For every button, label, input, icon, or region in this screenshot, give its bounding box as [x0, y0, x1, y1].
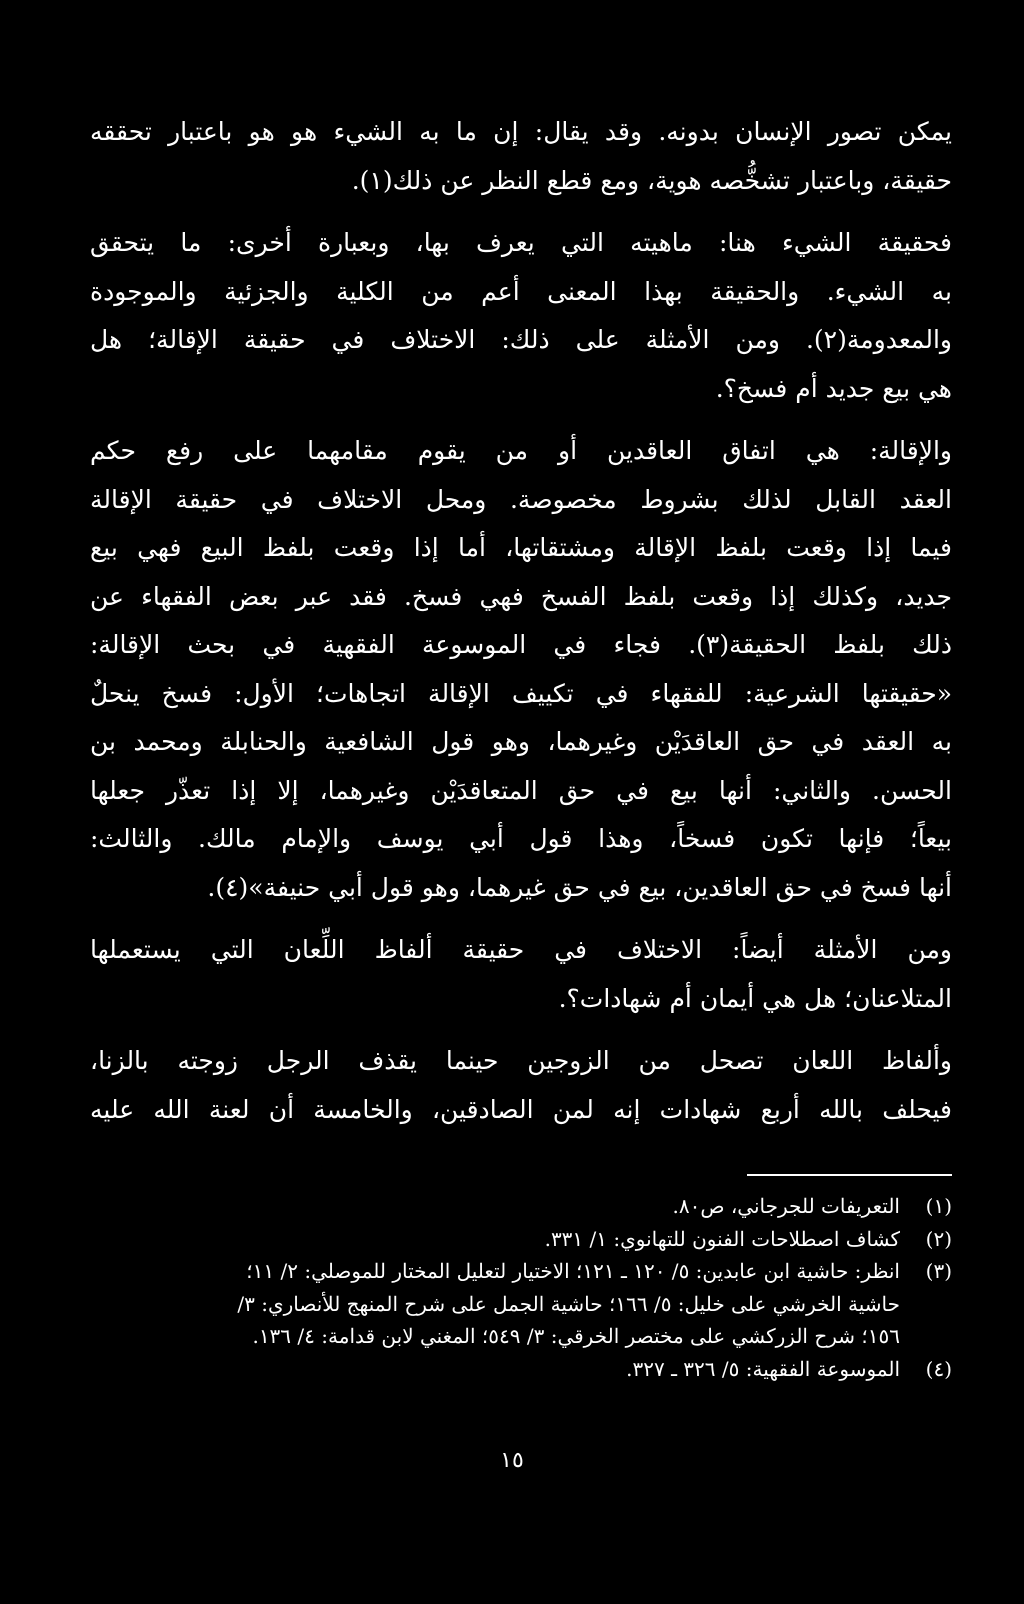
text-line: فيحلف بالله أربع شهادات إنه لمن الصادقين، والخامسة أن لعنة الله عليه: [90, 1094, 952, 1124]
text-line: يمكن تصور الإنسان بدونه. وقد يقال: إن ما به الشيء هو هو باعتبار تحققه: [90, 117, 952, 146]
text-line: [90, 157, 952, 206]
text-line: به الشيء. والحقيقة بهذا المعنى أعم من الكلية والجزئية والموجودة: [90, 276, 952, 306]
text-line: وألفاظ اللعان تصحل من الزوجين حينما يقذف الرجل زوجته بالزنا،: [90, 1046, 952, 1075]
text-line: «حقيقتها الشرعية: للفقهاء في تكييف الإقالة اتجاهات؛ الأول: فسخ ينحلٌ: [90, 678, 952, 708]
text-line: الحسن. والثاني: أنها بيع في حق المتعاقدَيْن وغيرهما، إلا إذا تعذّر جعلها: [90, 775, 952, 805]
footnote-line: حاشية الخرشي على خليل: ٥/ ١٦٦؛ حاشية الجمل على شرح المنهج للأنصاري: ٣/: [237, 1291, 900, 1316]
footnote-2: [90, 1223, 952, 1256]
footnote-number: (١): [925, 1194, 952, 1218]
text-line-body: حقيقة، وباعتبار تشخُّصه هوية، ومع قطع النظر عن ذلك: [392, 165, 952, 195]
footnote-line: التعريفات للجرجاني، ص٨٠.: [672, 1194, 900, 1218]
footnote-4: [90, 1353, 952, 1386]
paragraph-2: [90, 219, 952, 413]
footnote-line: ١٥٦؛ شرح الزركشي على مختصر الخرقي: ٣/ ٥٤٩؛ المغني لابن قدامة: ٤/ ١٣٦.: [252, 1324, 900, 1348]
paragraph-1: [90, 108, 952, 205]
text-line: المتلاعنان؛ هل هي أيمان أم شهادات؟.: [558, 983, 952, 1013]
footnote-line: الموسوعة الفقهية: ٥/ ٣٢٦ ـ ٣٢٧.: [626, 1356, 900, 1381]
footnote-separator-bar: [747, 1174, 952, 1176]
text-line: والمعدومة(٢). ومن الأمثلة على ذلك: الاختلاف في حقيقة الإقالة؛ هل: [90, 325, 952, 354]
footnotes: [90, 1190, 952, 1385]
footnote-line: كشاف اصطلاحات الفنون للتهانوي: ١/ ٣٣١.: [544, 1226, 900, 1251]
paragraph-3: [90, 427, 952, 912]
page-number: ١٥: [500, 1448, 524, 1473]
footnote-number: (٤): [925, 1356, 952, 1381]
footnote-text: [90, 1223, 900, 1256]
footnote-text: [90, 1255, 900, 1353]
main-text: [90, 108, 952, 1148]
footnote-line: انظر: حاشية ابن عابدين: ٥/ ١٢٠ ـ ١٢١؛ الاختيار لتعليل المختار للموصلي: ٢/ ١١؛: [246, 1259, 900, 1283]
text-line: فحقيقة الشيء هنا: ماهيته التي يعرف بها، وبعبارة أخرى: ما يتحقق: [90, 228, 952, 257]
footnote-text: [90, 1353, 900, 1386]
paragraph-5: [90, 1037, 952, 1134]
footnote-3: [90, 1255, 952, 1353]
text-line: بيعاً؛ فإنها تكون فسخاً، وهذا قول أبي يوسف والإمام مالك. والثالث:: [90, 824, 952, 853]
footnote-number: (٢): [925, 1226, 952, 1251]
footnote-marker: (١).: [351, 165, 393, 195]
text-line: فيما إذا وقعت بلفظ الإقالة ومشتقاتها، أما إذا وقعت بلفظ البيع فهي بيع: [90, 533, 952, 562]
paragraph-4: [90, 926, 952, 1023]
text-line: به العقد في حق العاقدَيْن وغيرهما، وهو قول الشافعية والحنابلة ومحمد بن: [90, 727, 952, 756]
text-line: ومن الأمثلة أيضاً: الاختلاف في حقيقة ألفاظ اللِّعان التي يستعملها: [90, 935, 952, 964]
text-line: والإقالة: هي اتفاق العاقدين أو من يقوم مقامهما على رفع حكم: [90, 436, 952, 465]
footnote-number: (٣): [925, 1259, 952, 1283]
footnote-text: [90, 1190, 900, 1223]
footnote-1: [90, 1190, 952, 1223]
text-line: هي بيع جديد أم فسخ؟.: [715, 373, 952, 403]
text-line: جديد، وكذلك إذا وقعت بلفظ الفسخ فهي فسخ. فقد عبر بعض الفقهاء عن: [90, 581, 952, 611]
text-line: ذلك بلفظ الحقيقة(٣). فجاء في الموسوعة الفقهية في بحث الإقالة:: [90, 630, 952, 659]
text-line: العقد القابل لذلك بشروط مخصوصة. ومحل الاختلاف في حقيقة الإقالة: [90, 484, 952, 514]
text-line: أنها فسخ في حق العاقدين، بيع في حق غيرهما، وهو قول أبي حنيفة»(٤).: [207, 872, 952, 902]
